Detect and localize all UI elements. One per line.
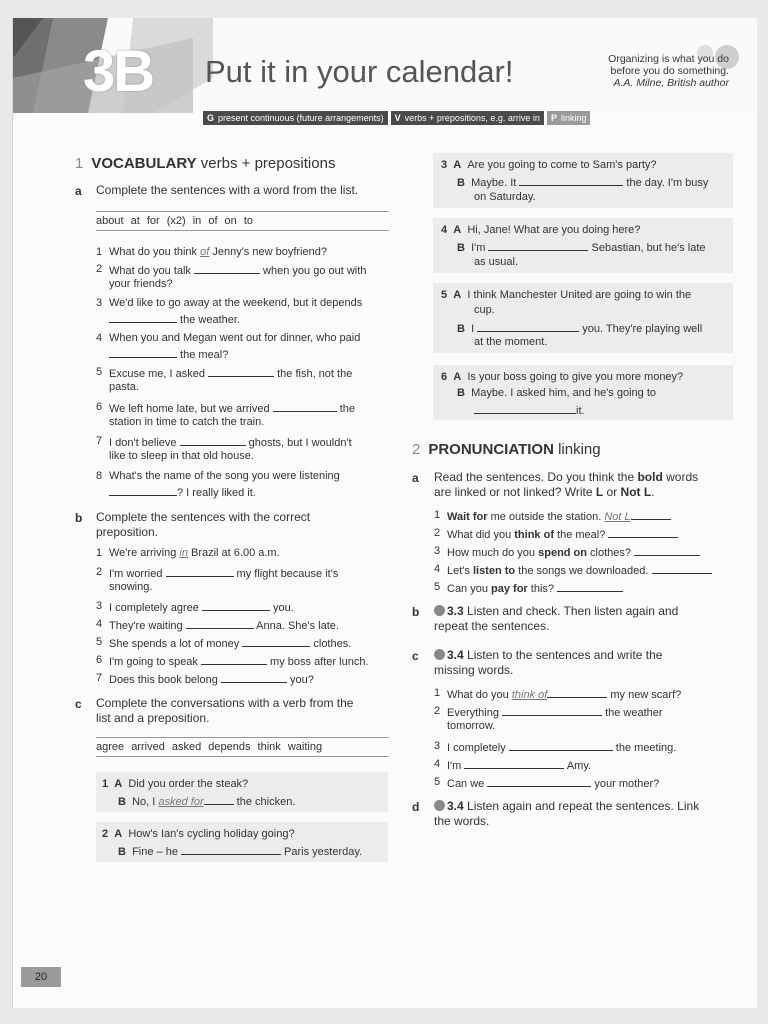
- exercise-2a-item-3: 3 How much do you spend on clothes?: [434, 544, 744, 559]
- exercise-2a-instruction-line-2: are linked or not linked? Write L or Not L.: [434, 485, 655, 499]
- exercise-1b-instruction-line-2: preposition.: [96, 525, 159, 539]
- exercise-1b-item-4: 4 They're waiting Anna. She's late.: [96, 618, 339, 632]
- quote-line-1: Organizing is what you do: [608, 53, 729, 65]
- exercise-1b-item-3: 3 I completely agree you.: [96, 600, 294, 614]
- exercise-2c-item-2: 2 Everything the weather tomorrow.: [434, 705, 663, 732]
- answer-blank[interactable]: [608, 526, 678, 538]
- exercise-1b-item-1: 1 We're arriving in Brazil at 6.00 a.m.: [96, 547, 280, 559]
- page-title: Put it in your calendar!: [205, 54, 514, 89]
- answer-blank[interactable]: [273, 400, 337, 412]
- exercise-2c-item-3: 3 I completely the meeting.: [434, 740, 677, 754]
- answer-blank[interactable]: [180, 434, 246, 446]
- exercise-2c-instruction-line-2: missing words.: [434, 663, 514, 677]
- exercise-2a-item-5: 5 Can you pay for this?: [434, 580, 744, 595]
- answer-blank[interactable]: [488, 239, 588, 251]
- answer-blank[interactable]: [509, 739, 613, 751]
- conversation-1: 1 A Did you order the steak? B No, I asked for the chicken.: [96, 772, 388, 812]
- exercise-1b-item-7: 7 Does this book belong you?: [96, 672, 314, 686]
- exercise-2a-item-4: 4 Let's listen to the songs we downloaded.: [434, 562, 749, 577]
- answer-blank[interactable]: [221, 671, 287, 683]
- answer-blank[interactable]: [208, 365, 274, 377]
- answer-blank[interactable]: [194, 262, 260, 274]
- answer-blank[interactable]: [202, 599, 270, 611]
- section-1-heading: 1 VOCABULARY verbs + prepositions: [75, 155, 336, 172]
- answer-blank[interactable]: [487, 775, 591, 787]
- answer-blank[interactable]: [631, 508, 671, 520]
- exercise-1b-item-2: 2 I'm worried my flight because it's snowing.: [96, 566, 339, 593]
- answer-blank[interactable]: [166, 565, 234, 577]
- audio-cd-icon[interactable]: [434, 649, 445, 660]
- answer-blank[interactable]: [519, 174, 623, 186]
- answer-blank[interactable]: [201, 653, 267, 665]
- answer-blank[interactable]: [464, 757, 564, 769]
- exercise-1a-item-6: 6 We left home late, but we arrived the station in time to catch the train.: [96, 401, 356, 428]
- exercise-2c-letter: c: [412, 649, 419, 663]
- exercise-1a-item-2: 2 What do you talk when you go out with your friends?: [96, 263, 367, 290]
- exercise-2c-item-5: 5 Can we your mother?: [434, 776, 660, 790]
- answer-blank[interactable]: [109, 311, 177, 323]
- exercise-1a-instruction: Complete the sentences with a word from the list.: [96, 183, 359, 197]
- exercise-2a-item-1: 1 Wait for me outside the station. Not L: [434, 508, 744, 523]
- answer-blank[interactable]: [181, 843, 281, 855]
- exercise-2a-instruction-line-1: Read the sentences. Do you think the bold words: [434, 470, 699, 484]
- pronunciation-tag: P linking: [547, 111, 591, 125]
- exercise-1b-letter: b: [75, 511, 83, 525]
- answer-blank[interactable]: [474, 402, 576, 414]
- exercise-2a-letter: a: [412, 471, 419, 485]
- exercise-2d-letter: d: [412, 800, 420, 814]
- conversation-4: 4 A Hi, Jane! What are you doing here? B I'm Sebastian, but he's late as usual.: [433, 218, 733, 273]
- exercise-1a-item-8: 8 What's the name of the song you were listening ? I really liked it.: [96, 470, 340, 499]
- answer-blank[interactable]: [557, 580, 623, 592]
- answer-blank[interactable]: [204, 793, 234, 805]
- exercise-1a-item-5: 5 Excuse me, I asked the fish, not the pasta.: [96, 366, 353, 393]
- audio-cd-icon[interactable]: [434, 605, 445, 616]
- conversation-2: 2 A How's Ian's cycling holiday going? B Fine – he Paris yesterday.: [96, 822, 388, 862]
- grammar-tag: G present continuous (future arrangements): [203, 111, 388, 125]
- unit-label: 3B: [83, 39, 154, 104]
- exercise-2c-instruction-line-1: 3.4 Listen to the sentences and write the: [434, 648, 662, 663]
- exercise-1b-item-5: 5 She spends a lot of money clothes.: [96, 636, 352, 650]
- exercise-1c-instruction-line-1: Complete the conversations with a verb from the: [96, 696, 354, 710]
- answer-blank[interactable]: [109, 346, 177, 358]
- exercise-1a-letter: a: [75, 184, 82, 198]
- exercise-1a-item-1: 1 What do you think of Jenny's new boyfriend?: [96, 246, 327, 258]
- exercise-2b-letter: b: [412, 605, 420, 619]
- exercise-2c-item-1: 1 What do you think of my new scarf?: [434, 687, 682, 701]
- conversation-5: 5 A I think Manchester United are going to win the cup. B I you. They're playing well at the moment.: [433, 283, 733, 353]
- exercise-2c-item-4: 4 I'm Amy.: [434, 758, 592, 772]
- exercise-2b-instruction-line-1: 3.3 Listen and check. Then listen again and: [434, 604, 678, 619]
- topic-tags-bar: [203, 111, 593, 125]
- conversation-3: 3 A Are you going to come to Sam's party? B Maybe. It the day. I'm busy on Saturday.: [433, 153, 733, 208]
- exercise-1a-item-3: 3 We'd like to go away at the weekend, but it depends the weather.: [96, 297, 363, 326]
- answer-blank[interactable]: [186, 617, 254, 629]
- quote-author: A.A. Milne, British author: [613, 77, 729, 89]
- header-band: [13, 18, 757, 113]
- page-number: 20: [21, 967, 61, 987]
- exercise-1b-item-6: 6 I'm going to speak my boss after lunch.: [96, 654, 369, 668]
- exercise-1c-letter: c: [75, 697, 82, 711]
- answer-blank[interactable]: [502, 704, 602, 716]
- exercise-1c-wordlist: agree arrived asked depends think waiting: [96, 737, 389, 757]
- audio-cd-icon[interactable]: [434, 800, 445, 811]
- exercise-1a-item-7: 7 I don't believe ghosts, but I wouldn't like to sleep in that old house.: [96, 435, 352, 462]
- conversation-6: 6 A Is your boss going to give you more money? B Maybe. I asked him, and he's going to it.: [433, 365, 733, 420]
- answer-blank[interactable]: [652, 562, 712, 574]
- exercise-1a-item-4: 4 When you and Megan went out for dinner, who paid the meal?: [96, 332, 361, 361]
- exercise-2d-instruction-line-1: 3.4 Listen again and repeat the sentences. Link: [434, 799, 699, 814]
- exercise-1a-wordlist: about at for (x2) in of on to: [96, 211, 389, 231]
- answer-blank[interactable]: [634, 544, 700, 556]
- vocabulary-tag: V verbs + prepositions, e.g. arrive in: [391, 111, 544, 125]
- exercise-2d-instruction-line-2: the words.: [434, 814, 490, 828]
- answer-blank[interactable]: [547, 686, 607, 698]
- exercise-2b-instruction-line-2: repeat the sentences.: [434, 619, 550, 633]
- section-2-heading: 2 PRONUNCIATION linking: [412, 441, 601, 458]
- quote-line-2: before you do something.: [610, 65, 729, 77]
- answer-blank[interactable]: [109, 484, 177, 496]
- answer-blank[interactable]: [477, 320, 579, 332]
- exercise-2a-item-2: 2 What did you think of the meal?: [434, 526, 744, 541]
- exercise-1c-instruction-line-2: list and a preposition.: [96, 711, 210, 725]
- quote-box: [533, 53, 729, 89]
- answer-blank[interactable]: [242, 635, 310, 647]
- workbook-page: [12, 18, 757, 1008]
- exercise-1b-instruction-line-1: Complete the sentences with the correct: [96, 510, 311, 524]
